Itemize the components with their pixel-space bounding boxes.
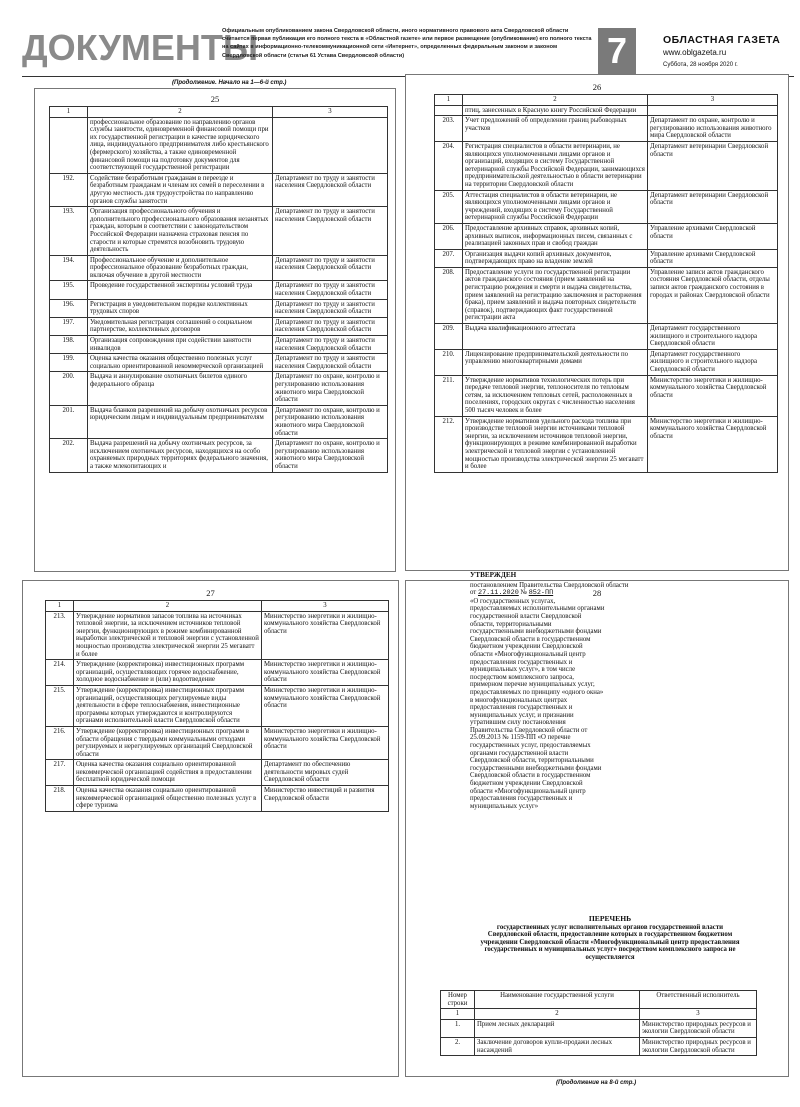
service-name: Утверждение нормативов удельного расхода топлива при производстве тепловой энергии источниками тепловой энергии, за исключением источников тепловой энергии, функционирующих в режиме комбинированной выработки электрической и тепловой энергии с установленной мощностью производства электрической энергии 25 мегаватт и более <box>463 416 648 472</box>
date-prefix: от <box>470 589 477 597</box>
col-number: 3 <box>640 1009 757 1020</box>
approval-date: 27.11.2020 <box>477 589 519 598</box>
service-name: Утверждение (корректировка) инвестиционных программ организаций, осуществляющих регулируемые виды деятельности в сфере теплоснабжения, инвестиционные программы которых утверждаются и контролируются органами исполнительной власти Свердловской области <box>74 685 262 726</box>
masthead <box>663 34 793 68</box>
row-number: 210. <box>435 349 463 375</box>
responsible-executor <box>273 117 388 173</box>
service-name: Предоставление услуги по государственной регистрации актов гражданского состояния (прием заявлений на регистрацию рождения и смерти и выдача свидетельства, прием заявлений на регистрацию заключения и расторжения брака), прием заявлений и выдача повторных свидетельств (справок), подтверждающих факт государственной регистрации акта <box>463 267 648 323</box>
responsible-executor: Департамент по охране, контролю и регулированию использования животного мира Свердловской области <box>273 405 388 438</box>
responsible-executor: Департамент по охране, контролю и регулированию использования животного мира Свердловской области <box>273 372 388 405</box>
responsible-executor: Департамент ветеринарии Свердловской области <box>648 190 778 223</box>
row-number: 198. <box>50 336 88 354</box>
document-page-27 <box>22 580 399 1077</box>
responsible-executor: Департамент по труду и занятости населения Свердловской области <box>273 281 388 299</box>
col-header: 2 <box>88 107 273 118</box>
col-header: Номер строки <box>441 991 475 1009</box>
row-number: 197. <box>50 317 88 335</box>
col-number: 1 <box>441 1009 475 1020</box>
table-row <box>50 372 388 405</box>
table-row <box>50 354 388 372</box>
responsible-executor: Министерство энергетики и жилищно-коммунального хозяйства Свердловской области <box>262 685 389 726</box>
service-name: Предоставление архивных справок, архивных копий, архивных выписок, информационных писем, связанных с реализацией законных прав и свобод граждан <box>463 223 648 249</box>
responsible-executor: Департамент государственного жилищного и строительного надзора Свердловской области <box>648 324 778 350</box>
services-table-25 <box>49 106 388 473</box>
continued-from-note: (Продолжение. Начало на 1—6-й стр.) <box>172 80 287 86</box>
row-number: 209. <box>435 324 463 350</box>
table-row <box>50 405 388 438</box>
service-name: Учет предложений об определении границ рыбоводных участков <box>463 116 648 142</box>
row-number: 201. <box>50 405 88 438</box>
service-name: Оценка качества оказания социально ориентированной некоммерческой организацией содействия в предоставлении бесплатной юридической помощи <box>74 760 262 786</box>
responsible-executor: Департамент по труду и занятости населения Свердловской области <box>273 207 388 256</box>
service-name: Лицензирование предпринимательской деятельности по управлению многоквартирными домами <box>463 349 648 375</box>
row-number: 193. <box>50 207 88 256</box>
page-number-27: 27 <box>206 588 215 598</box>
col-header: 1 <box>435 95 463 106</box>
service-name: Выдача квалификационного аттестата <box>463 324 648 350</box>
row-number: 207. <box>435 249 463 267</box>
newspaper-name: ОБЛАСТНАЯ ГАЗЕТА <box>663 34 781 46</box>
service-name: Оценка качества оказания общественно полезных услуг социально ориентированной некоммерческой организацией <box>88 354 273 372</box>
approval-stamp <box>470 572 780 810</box>
table-row <box>435 349 778 375</box>
service-name: Организация выдачи копий архивных документов, подтверждающих право на владение землей <box>463 249 648 267</box>
table-row <box>46 760 389 786</box>
responsible-executor: Министерство энергетики и жилищно-коммунального хозяйства Свердловской области <box>262 611 389 660</box>
table-row <box>441 1037 757 1055</box>
list-heading <box>440 915 780 962</box>
table-header-row <box>50 107 388 118</box>
col-header: Наименование государственной услуги <box>475 991 640 1009</box>
page-number-26: 26 <box>592 82 602 92</box>
col-header: 3 <box>273 107 388 118</box>
row-number: 205. <box>435 190 463 223</box>
responsible-executor: Департамент по труду и занятости населения Свердловской области <box>273 317 388 335</box>
responsible-executor: Министерство энергетики и жилищно-коммунального хозяйства Свердловской области <box>262 660 389 686</box>
table-header-row <box>435 95 778 106</box>
responsible-executor: Министерство энергетики и жилищно-коммунального хозяйства Свердловской области <box>262 726 389 759</box>
responsible-executor: Департамент по охране, контролю и регулированию использования животного мира Свердловской области <box>273 439 388 472</box>
service-name: Организация сопровождения при содействии занятости инвалидов <box>88 336 273 354</box>
list-subtitle: государственных услуг исполнительных органов государственной власти Свердловской области, предоставление которых в государственном бюджетном учреждении Свердловской области «Многофункциональный центр предоставления государственных и муниципальных услуг» посредством комплексного запроса не осуществляется <box>480 923 740 961</box>
service-name: Утверждение нормативов технологических потерь при передаче тепловой энергии, теплоносителя по тепловым сетям, за исключением тепловых сетей, расположенных в поселениях, городских округах с численностью населения 500 тысяч человек и более <box>463 375 648 416</box>
responsible-executor <box>648 105 778 116</box>
service-name: Выдача бланков разрешений на добычу охотничьих ресурсов юридическим лицам и индивидуальным предпринимателям <box>88 405 273 438</box>
row-number: 212. <box>435 416 463 472</box>
table-row <box>435 141 778 190</box>
responsible-executor: Министерство природных ресурсов и экологии Свердловской области <box>640 1019 757 1037</box>
table-row <box>435 416 778 472</box>
approved-by: постановлением Правительства Свердловской области <box>470 581 629 589</box>
row-number: 192. <box>50 173 88 206</box>
service-name: Организация профессионального обучения и дополнительного профессионального образования незанятых граждан, которым в соответствии с законодательством Российской Федерации назначена страховая пенсия по старости и которые стремятся возобновить трудовую деятельность <box>88 207 273 256</box>
col-header: 3 <box>648 95 778 106</box>
section-logo: ДОКУМЕНТЫ <box>22 27 259 68</box>
issue-date: Суббота, 28 ноября 2020 г. <box>663 62 738 68</box>
publication-notice: Официальным опубликованием закона Свердловской области, иного нормативного правового акта Свердловской области считается первая публикация его полного текста в «Областной газете» или первое размещение (опубликование) его полного текста на сайтах в информационно-телекоммуникационной сети «Интернет», определенных федеральным законом и законом Свердловской области (статья 61 Устава Свердловской области) <box>222 28 592 59</box>
table-row <box>50 281 388 299</box>
row-number: 203. <box>435 116 463 142</box>
resolution-name: «О государственных услугах, предоставляемых исполнительными органами государственной власти Свердловской области, территориальными государственными внебюджетными фондами Свердловской области в государственном бюджетном учреждении Свердловской области «Многофункциональный центр предоставления государственных и муниципальных услуг», в том числе посредством комплексного запроса, примерном перечне муниципальных услуг, предоставляемых по принципу «одного окна» в многофункциональных центрах предоставления государственных и муниципальных услуг, и признании утратившим силу постановления Правительства Свердловской области от 25.09.2013 № 1159-ПП «О перечне государственных услуг, предоставляемых органами государственной власти Свердловской области, территориальными государственными внебюджетными фондами Свердловской области в государственном бюджетном учреждении Свердловской области «Многофункциональный центр предоставления государственных и муниципальных услуг» <box>470 597 605 810</box>
row-number: 218. <box>46 786 74 812</box>
table-row <box>435 116 778 142</box>
list-title: ПЕРЕЧЕНЬ <box>588 914 632 923</box>
responsible-executor: Министерство инвестиций и развития Свердловской области <box>262 786 389 812</box>
row-number: 1. <box>441 1019 475 1037</box>
approved-title: УТВЕРЖДЕН <box>470 571 517 579</box>
approval-number: 852-ПП <box>528 589 554 598</box>
responsible-executor: Министерство энергетики и жилищно-коммунального хозяйства Свердловской области <box>648 416 778 472</box>
services-table-27 <box>45 600 389 812</box>
approval-date-line <box>470 589 780 598</box>
col-header: 2 <box>74 601 262 612</box>
table-row <box>435 190 778 223</box>
responsible-executor: Департамент по труду и занятости населения Свердловской области <box>273 173 388 206</box>
row-number: 202. <box>50 439 88 472</box>
number-prefix: № <box>520 589 527 597</box>
responsible-executor: Департамент по труду и занятости населения Свердловской области <box>273 336 388 354</box>
table-row <box>46 611 389 660</box>
row-number: 208. <box>435 267 463 323</box>
responsible-executor: Управление записи актов гражданского состояния Свердловской области, отделы записи актов гражданского состояния в городах и районах Свердловской области <box>648 267 778 323</box>
row-number: 217. <box>46 760 74 786</box>
column-number-row <box>441 1009 757 1020</box>
table-row <box>50 317 388 335</box>
row-number: 196. <box>50 299 88 317</box>
row-number: 194. <box>50 255 88 281</box>
responsible-executor: Департамент по обеспечению деятельности мировых судей Свердловской области <box>262 760 389 786</box>
table-row <box>435 267 778 323</box>
service-name: Оценка качества оказания социально ориентированной некоммерческой организацией общественно полезных услуг в сфере туризма <box>74 786 262 812</box>
service-name: Регистрация специалистов в области ветеринарии, не являющихся уполномоченными лицами органов и организаций, входящих в систему Государственной ветеринарной службы Российской Федерации, занимающихся предпринимательской деятельностью в области ветеринарии на территории Свердловской области <box>463 141 648 190</box>
continued-to-note: (Продолжение на 8-й стр.) <box>556 1080 637 1086</box>
responsible-executor: Департамент по труду и занятости населения Свердловской области <box>273 299 388 317</box>
table-row <box>50 439 388 472</box>
document-page-26 <box>405 74 789 571</box>
table-row <box>435 324 778 350</box>
row-number: 213. <box>46 611 74 660</box>
row-number: 206. <box>435 223 463 249</box>
service-name: Выдача и аннулирование охотничьих билетов единого федерального образца <box>88 372 273 405</box>
document-page-25 <box>34 88 396 572</box>
responsible-executor: Министерство энергетики и жилищно-коммунального хозяйства Свердловской области <box>648 375 778 416</box>
service-name: Профессиональное обучение и дополнительное профессиональное образование безработных граждан, включая обучение в другой местности <box>88 255 273 281</box>
table-row <box>46 660 389 686</box>
service-name: Уведомительная регистрация соглашений о социальном партнерстве, коллективных договоров <box>88 317 273 335</box>
table-row <box>46 786 389 812</box>
table-row <box>50 117 388 173</box>
service-name: Заключение договоров купли-продажи лесных насаждений <box>475 1037 640 1055</box>
table-row <box>435 223 778 249</box>
table-row <box>50 299 388 317</box>
col-header: 3 <box>262 601 389 612</box>
table-row <box>46 685 389 726</box>
responsible-executor: Департамент государственного жилищного и строительного надзора Свердловской области <box>648 349 778 375</box>
service-name: Утверждение нормативов запасов топлива на источниках тепловой энергии, за исключением источников тепловой энергии, функционирующих в режиме комбинированной выработки электрической и тепловой энергии с установленной мощностью производства электрической энергии 25 мегаватт и более <box>74 611 262 660</box>
row-number: 200. <box>50 372 88 405</box>
responsible-executor: Департамент ветеринарии Свердловской области <box>648 141 778 190</box>
col-header: 1 <box>50 107 88 118</box>
table-row <box>50 255 388 281</box>
row-number: 214. <box>46 660 74 686</box>
page-number-25: 25 <box>210 94 220 104</box>
page-number-28: 28 <box>592 588 602 598</box>
table-header-row <box>46 601 389 612</box>
col-number: 2 <box>475 1009 640 1020</box>
page-number: 7 <box>598 28 636 74</box>
row-number: 215. <box>46 685 74 726</box>
row-number: 211. <box>435 375 463 416</box>
service-name: Регистрация в уведомительном порядке коллективных трудовых споров <box>88 299 273 317</box>
service-name: птиц, занесенных в Красную книгу Российской Федерации <box>463 105 648 116</box>
col-header: 1 <box>46 601 74 612</box>
service-name: Проведение государственной экспертизы условий труда <box>88 281 273 299</box>
row-number <box>50 117 88 173</box>
row-number: 195. <box>50 281 88 299</box>
row-number: 216. <box>46 726 74 759</box>
row-number: 204. <box>435 141 463 190</box>
services-table-26 <box>434 94 778 473</box>
service-name: Содействие безработным гражданам в переезде и безработным гражданам и членам их семей в переселении в другую местность для трудоустройства по направлению органов службы занятости <box>88 173 273 206</box>
table-row <box>50 173 388 206</box>
row-number: 199. <box>50 354 88 372</box>
service-name: Аттестация специалистов в области ветеринарии, не являющихся уполномоченными лицами органов и учреждений, входящих в систему Государственной ветеринарной службы Российской Федерации <box>463 190 648 223</box>
responsible-executor: Департамент по труду и занятости населения Свердловской области <box>273 255 388 281</box>
table-row <box>46 726 389 759</box>
responsible-executor: Департамент по труду и занятости населения Свердловской области <box>273 354 388 372</box>
responsible-executor: Управление архивами Свердловской области <box>648 249 778 267</box>
col-header: 2 <box>463 95 648 106</box>
responsible-executor: Министерство природных ресурсов и экологии Свердловской области <box>640 1037 757 1055</box>
newspaper-site[interactable]: www.oblgazeta.ru <box>663 48 727 57</box>
table-header-row <box>441 991 757 1009</box>
col-header: Ответственный исполнитель <box>640 991 757 1009</box>
row-number: 2. <box>441 1037 475 1055</box>
responsible-executor: Управление архивами Свердловской области <box>648 223 778 249</box>
service-name: профессиональное образование по направлению органов службы занятости, единовременной финансовой помощи при их государственной регистрации в качестве юридического лица, индивидуального предпринимателя либо крестьянского (фермерского) хозяйства, а также единовременной финансовой помощи на подготовку документов для соответствующей государственной регистрации <box>88 117 273 173</box>
table-row <box>435 249 778 267</box>
table-row <box>435 375 778 416</box>
table-row <box>435 105 778 116</box>
table-row <box>50 207 388 256</box>
responsible-executor: Департамент по охране, контролю и регулированию использования животного мира Свердловской области <box>648 116 778 142</box>
table-row <box>50 336 388 354</box>
table-row <box>441 1019 757 1037</box>
row-number <box>435 105 463 116</box>
service-name: Утверждение (корректировка) инвестиционных программ в области обращения с твердыми коммунальными отходами регулируемых и нерегулируемых организаций Свердловской области <box>74 726 262 759</box>
service-name: Выдача разрешений на добычу охотничьих ресурсов, за исключением охотничьих ресурсов, находящихся на особо охраняемых природных территориях федерального значения, а также млекопитающих и <box>88 439 273 472</box>
services-table-28 <box>440 990 757 1056</box>
service-name: Прием лесных деклараций <box>475 1019 640 1037</box>
service-name: Утверждение (корректировка) инвестиционных программ организаций, осуществляющих горячее водоснабжение, холодное водоснабжение и (или) водоотведение <box>74 660 262 686</box>
